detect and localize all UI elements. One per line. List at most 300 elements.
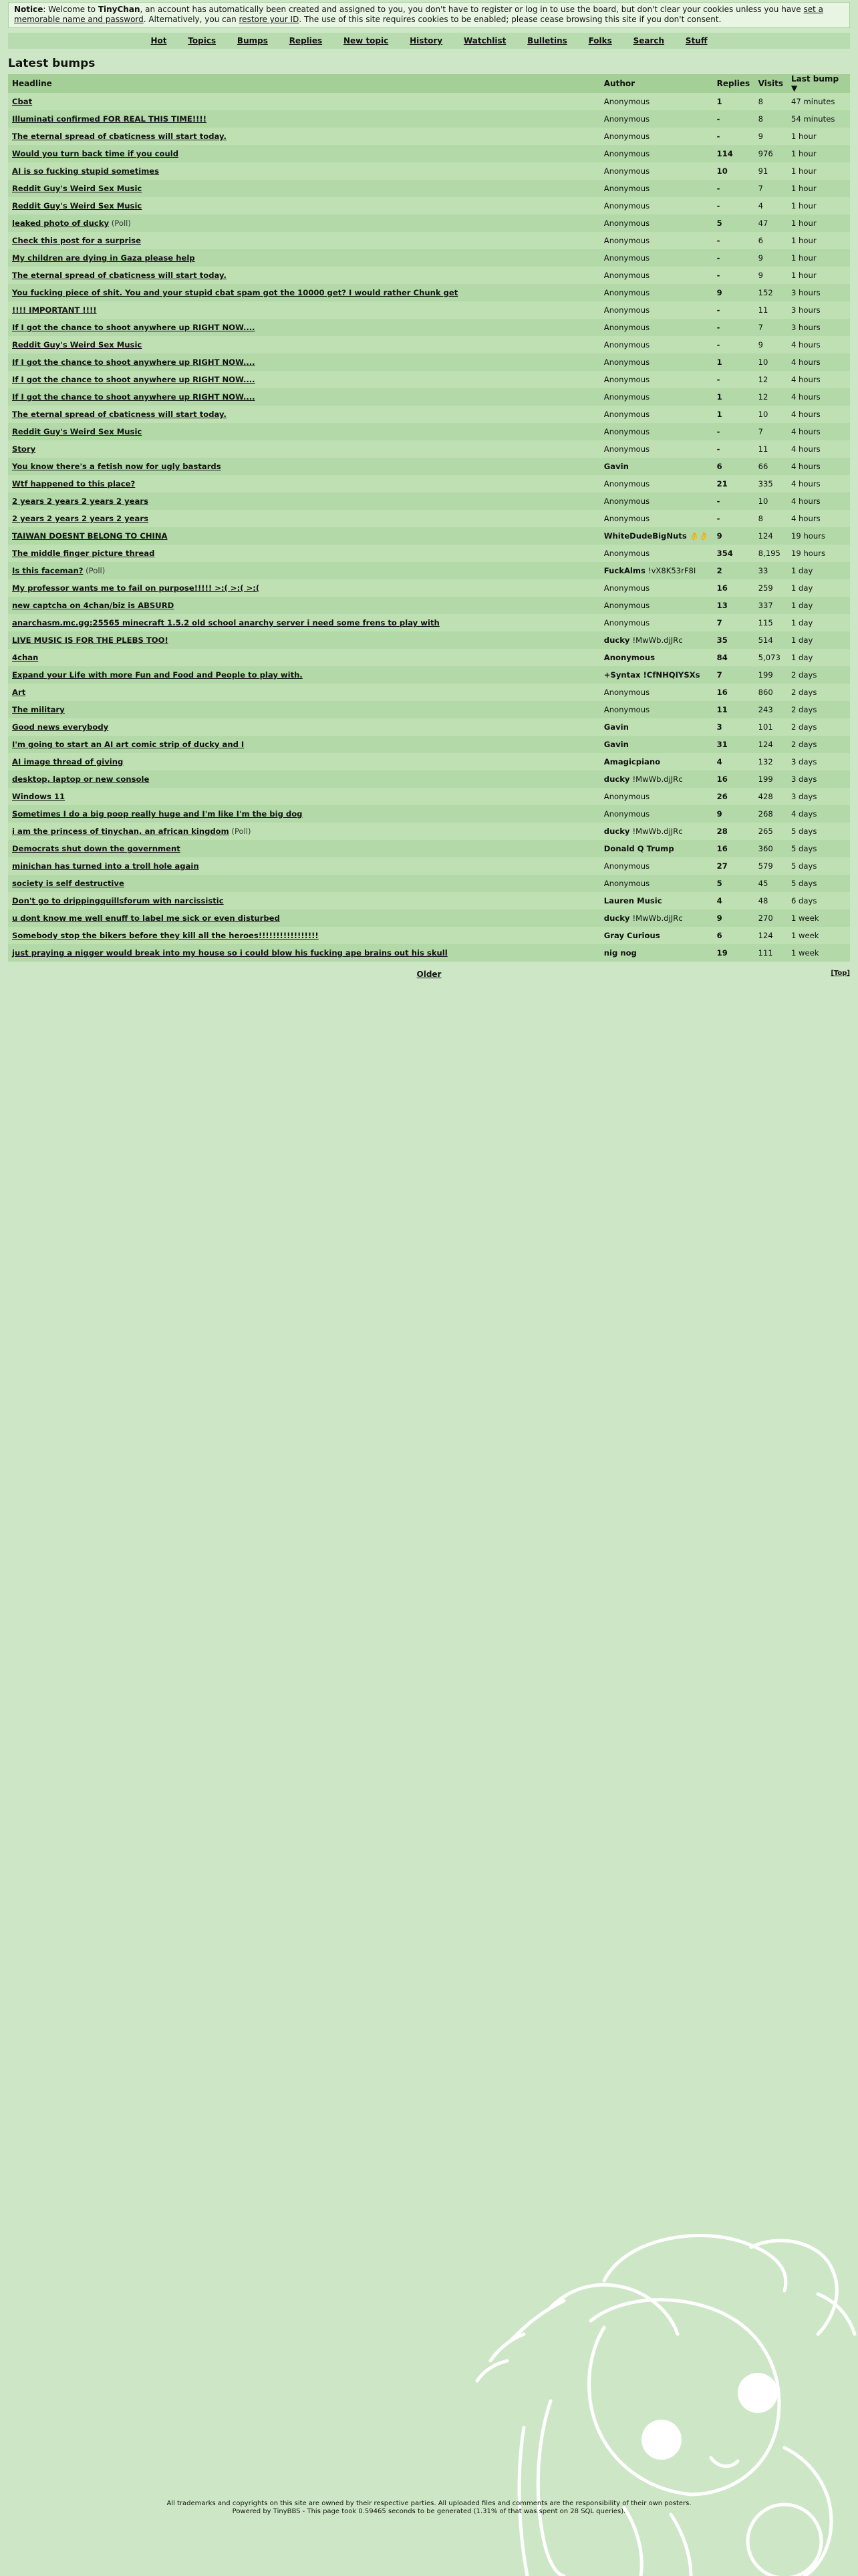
topic-link[interactable]: Reddit Guy's Weird Sex Music: [12, 427, 142, 436]
topic-link[interactable]: The eternal spread of cbaticness will start today.: [12, 132, 227, 141]
table-row: [8, 770, 850, 788]
visits-cell: 243: [754, 701, 787, 718]
author-cell: [600, 562, 713, 579]
headline-cell: [8, 458, 600, 475]
nav-watchlist[interactable]: Watchlist: [463, 36, 507, 45]
replies-cell: 6: [713, 458, 754, 475]
replies-cell: 4: [713, 892, 754, 909]
author-cell: [600, 406, 713, 423]
headline-cell: [8, 770, 600, 788]
col-visits[interactable]: Visits: [754, 74, 787, 93]
visits-cell: 270: [754, 909, 787, 927]
author-cell: [600, 597, 713, 614]
visits-cell: 111: [754, 944, 787, 962]
topic-link[interactable]: !!!! IMPORTANT !!!!: [12, 305, 97, 315]
author-cell: [600, 458, 713, 475]
topic-link[interactable]: Reddit Guy's Weird Sex Music: [12, 340, 142, 349]
table-row: [8, 180, 850, 197]
col-author[interactable]: Author: [600, 74, 713, 93]
author-name: Anonymous: [603, 496, 650, 506]
nav-folks[interactable]: Folks: [588, 36, 612, 45]
author-name: Anonymous: [603, 184, 650, 193]
notice-text-3: . Alternatively, you can: [143, 15, 239, 24]
table-row: [8, 545, 850, 562]
author-cell: [600, 492, 713, 510]
table-row: [8, 128, 850, 145]
headline-cell: [8, 562, 600, 579]
topic-link[interactable]: Would you turn back time if you could: [12, 149, 178, 158]
visits-cell: 10: [754, 492, 787, 510]
replies-cell: 3: [713, 718, 754, 736]
headline-cell: [8, 857, 600, 875]
last-bump-cell: 4 hours: [787, 510, 850, 527]
table-row: [8, 927, 850, 944]
table-row: [8, 823, 850, 840]
visits-cell: 7: [754, 423, 787, 440]
visits-cell: 48: [754, 892, 787, 909]
notice-text-1: : Welcome to: [43, 5, 98, 14]
author-cell: [600, 718, 713, 736]
replies-cell: 114: [713, 145, 754, 162]
topic-link[interactable]: anarchasm.mc.gg:25565 minecraft 1.5.2 old school anarchy server i need some frens to play with: [12, 618, 440, 627]
author-cell: [600, 128, 713, 145]
replies-cell: 9: [713, 909, 754, 927]
set-password-link[interactable]: set a memorable name and password: [14, 5, 823, 24]
replies-cell: 13: [713, 597, 754, 614]
table-row: [8, 718, 850, 736]
replies-cell: 21: [713, 475, 754, 492]
table-row: [8, 267, 850, 284]
author-name: Anonymous: [603, 357, 650, 367]
last-bump-cell: 47 minutes: [787, 93, 850, 110]
author-tripcode: !MwWb.djJRc: [632, 635, 683, 645]
visits-cell: 360: [754, 840, 787, 857]
topic-link[interactable]: leaked photo of ducky: [12, 219, 110, 228]
author-name: Anonymous: [603, 688, 650, 697]
topic-link[interactable]: desktop, laptop or new console: [12, 774, 150, 784]
author-cell: [600, 232, 713, 249]
author-cell: [600, 909, 713, 927]
topic-link[interactable]: new captcha on 4chan/biz is ABSURD: [12, 601, 174, 610]
topic-link[interactable]: 2 years 2 years 2 years 2 years: [12, 514, 148, 523]
author-cell: [600, 684, 713, 701]
author-name: Anonymous: [603, 705, 650, 714]
topic-link[interactable]: Democrats shut down the government: [12, 844, 180, 853]
topic-link[interactable]: AI is so fucking stupid sometimes: [12, 166, 160, 176]
headline-cell: [8, 267, 600, 284]
author-name: Anonymous: [603, 879, 650, 888]
topic-link[interactable]: Good news everybody: [12, 722, 109, 732]
last-bump-cell: 1 hour: [787, 128, 850, 145]
table-row: [8, 944, 850, 962]
topic-link[interactable]: The eternal spread of cbaticness will start today.: [12, 271, 227, 280]
author-name: Anonymous: [603, 444, 650, 454]
replies-cell: 1: [713, 388, 754, 406]
visits-cell: 199: [754, 770, 787, 788]
last-bump-cell: 5 days: [787, 875, 850, 892]
headline-cell: [8, 214, 600, 232]
table-row: [8, 840, 850, 857]
headline-cell: [8, 718, 600, 736]
nav-bumps[interactable]: Bumps: [237, 36, 268, 45]
author-tripcode: !vX8K53rF8I: [648, 566, 696, 575]
headline-cell: [8, 249, 600, 267]
headline-cell: [8, 736, 600, 753]
author-name: Anonymous: [603, 288, 650, 297]
author-cell: [600, 753, 713, 770]
visits-cell: 12: [754, 388, 787, 406]
topic-link[interactable]: minichan has turned into a troll hole again: [12, 861, 199, 871]
table-row: [8, 249, 850, 267]
restore-id-link[interactable]: restore your ID: [239, 15, 299, 24]
visits-cell: 9: [754, 336, 787, 353]
author-name: Anonymous: [603, 340, 650, 349]
last-bump-cell: 1 day: [787, 579, 850, 597]
table-row: [8, 701, 850, 718]
table-row: [8, 492, 850, 510]
author-name: FuckAlms: [603, 566, 646, 575]
nav-replies[interactable]: Replies: [289, 36, 323, 45]
last-bump-cell: 1 day: [787, 649, 850, 666]
col-headline[interactable]: Headline: [8, 74, 600, 93]
author-name: Anonymous: [603, 97, 650, 106]
topic-link[interactable]: Sometimes I do a big poop really huge and I'm like I'm the big dog: [12, 809, 303, 819]
headline-cell: [8, 197, 600, 214]
nav-hot[interactable]: Hot: [150, 36, 167, 45]
last-bump-cell: 4 days: [787, 805, 850, 823]
replies-cell: -: [713, 336, 754, 353]
headline-cell: [8, 805, 600, 823]
last-bump-cell: 4 hours: [787, 371, 850, 388]
author-name: Anonymous: [603, 271, 650, 280]
last-bump-cell: 1 hour: [787, 180, 850, 197]
topic-link[interactable]: The middle finger picture thread: [12, 549, 155, 558]
last-bump-cell: 1 hour: [787, 249, 850, 267]
topic-link[interactable]: Somebody stop the bikers before they kill all the heroes!!!!!!!!!!!!!!!!!: [12, 931, 319, 940]
col-replies[interactable]: Replies: [713, 74, 754, 93]
footer-copyright: All trademarks and copyrights on this site are owned by their respective parties. All uploaded files and comments are the responsibility of their own posters.: [166, 2500, 692, 2507]
last-bump-cell: 54 minutes: [787, 110, 850, 128]
last-bump-cell: 1 week: [787, 909, 850, 927]
top-link[interactable]: [Top]: [831, 970, 850, 977]
author-cell: [600, 875, 713, 892]
table-row: [8, 892, 850, 909]
topic-link[interactable]: If I got the chance to shoot anywhere up RIGHT NOW....: [12, 323, 255, 332]
headline-cell: [8, 579, 600, 597]
author-name: Anonymous: [603, 601, 650, 610]
replies-cell: -: [713, 440, 754, 458]
nav-topics[interactable]: Topics: [188, 36, 217, 45]
author-cell: [600, 649, 713, 666]
pagination: [8, 970, 850, 982]
topic-link[interactable]: Expand your Life with more Fun and Food and People to play with.: [12, 670, 303, 680]
last-bump-cell: 5 days: [787, 840, 850, 857]
nav-stuff[interactable]: Stuff: [685, 36, 708, 45]
nav-history[interactable]: History: [410, 36, 443, 45]
last-bump-cell: 1 day: [787, 631, 850, 649]
replies-cell: 16: [713, 684, 754, 701]
author-cell: [600, 614, 713, 631]
last-bump-cell: 1 hour: [787, 197, 850, 214]
last-bump-cell: 1 day: [787, 562, 850, 579]
topic-link[interactable]: AI image thread of giving: [12, 757, 124, 766]
table-row: [8, 93, 850, 110]
visits-cell: 132: [754, 753, 787, 770]
author-cell: [600, 180, 713, 197]
author-cell: [600, 631, 713, 649]
topic-link[interactable]: Reddit Guy's Weird Sex Music: [12, 184, 142, 193]
table-row: [8, 197, 850, 214]
last-bump-cell: 3 days: [787, 770, 850, 788]
table-row: [8, 631, 850, 649]
topic-link[interactable]: Don't go to drippingquillsforum with narcissistic: [12, 896, 224, 905]
headline-cell: [8, 823, 600, 840]
last-bump-cell: 3 days: [787, 788, 850, 805]
topic-link[interactable]: just praying a nigger would break into my house so i could blow his fucking ape brains out his skull: [12, 948, 448, 958]
author-cell: [600, 423, 713, 440]
author-name: Anonymous: [603, 861, 650, 871]
topic-link[interactable]: You fucking piece of shit. You and your stupid cbat spam got the 10000 get? I would rather Chunk get: [12, 288, 458, 297]
footer-generation-info: Powered by TinyBBS - This page took 0.59465 seconds to be generated (1.31% of that was spent on 28 SQL queries).: [232, 2508, 626, 2515]
author-name: Gavin: [603, 722, 629, 732]
author-cell: [600, 440, 713, 458]
topic-link[interactable]: My professor wants me to fail on purpose!!!!! >:( >:( >:(: [12, 583, 260, 593]
author-cell: [600, 892, 713, 909]
table-row: [8, 666, 850, 684]
last-bump-cell: 2 days: [787, 718, 850, 736]
replies-cell: 11: [713, 701, 754, 718]
table-row: [8, 562, 850, 579]
author-cell: [600, 701, 713, 718]
replies-cell: 5: [713, 875, 754, 892]
author-cell: [600, 927, 713, 944]
headline-cell: [8, 649, 600, 666]
topic-link[interactable]: LIVE MUSIC IS FOR THE PLEBS TOO!: [12, 635, 168, 645]
topic-link[interactable]: If I got the chance to shoot anywhere up RIGHT NOW....: [12, 392, 255, 402]
replies-cell: 7: [713, 666, 754, 684]
table-row: [8, 788, 850, 805]
author-cell: [600, 545, 713, 562]
topic-link[interactable]: The military: [12, 705, 65, 714]
topic-link[interactable]: If I got the chance to shoot anywhere up RIGHT NOW....: [12, 357, 255, 367]
author-cell: [600, 579, 713, 597]
replies-cell: -: [713, 110, 754, 128]
visits-cell: 7: [754, 180, 787, 197]
author-name: Anonymous: [603, 201, 650, 210]
author-tripcode: 👌👌: [689, 531, 709, 541]
main-navigation: [8, 33, 850, 49]
headline-cell: [8, 631, 600, 649]
topic-link[interactable]: Art: [12, 688, 26, 697]
visits-cell: 8,195: [754, 545, 787, 562]
author-name: Anonymous: [603, 618, 650, 627]
table-body: [8, 93, 850, 962]
headline-cell: [8, 597, 600, 614]
table-row: [8, 440, 850, 458]
topic-link[interactable]: If I got the chance to shoot anywhere up RIGHT NOW....: [12, 375, 255, 384]
table-row: [8, 579, 850, 597]
author-name: Amagicpiano: [603, 757, 661, 766]
visits-cell: 259: [754, 579, 787, 597]
older-link[interactable]: Older: [416, 970, 442, 979]
replies-cell: 26: [713, 788, 754, 805]
author-name: Anonymous: [603, 653, 655, 662]
visits-cell: 101: [754, 718, 787, 736]
author-cell: [600, 823, 713, 840]
headline-cell: [8, 284, 600, 301]
visits-cell: 10: [754, 406, 787, 423]
nav-bulletins[interactable]: Bulletins: [527, 36, 567, 45]
headline-cell: [8, 110, 600, 128]
nav-search[interactable]: Search: [633, 36, 665, 45]
table-row: [8, 162, 850, 180]
topic-link[interactable]: Cbat: [12, 97, 33, 106]
topic-link[interactable]: Reddit Guy's Weird Sex Music: [12, 201, 142, 210]
author-name: Anonymous: [603, 427, 650, 436]
visits-cell: 5,073: [754, 649, 787, 666]
last-bump-cell: 4 hours: [787, 336, 850, 353]
author-name: Anonymous: [603, 410, 650, 419]
visits-cell: 860: [754, 684, 787, 701]
author-tripcode: !MwWb.djJRc: [632, 913, 683, 923]
table-row: [8, 875, 850, 892]
last-bump-cell: 1 day: [787, 614, 850, 631]
headline-cell: [8, 927, 600, 944]
topic-link[interactable]: Story: [12, 444, 36, 454]
visits-cell: 9: [754, 128, 787, 145]
replies-cell: 5: [713, 214, 754, 232]
topic-link[interactable]: Windows 11: [12, 792, 65, 801]
author-name: Anonymous: [603, 149, 650, 158]
last-bump-cell: 2 days: [787, 666, 850, 684]
bumps-table: [8, 74, 850, 962]
author-cell: [600, 788, 713, 805]
replies-cell: 9: [713, 284, 754, 301]
topic-link[interactable]: I'm going to start an AI art comic strip of ducky and I: [12, 740, 245, 749]
replies-cell: 1: [713, 353, 754, 371]
headline-cell: [8, 93, 600, 110]
visits-cell: 124: [754, 736, 787, 753]
table-row: [8, 649, 850, 666]
last-bump-cell: 2 days: [787, 684, 850, 701]
replies-cell: -: [713, 249, 754, 267]
last-bump-cell: 3 days: [787, 753, 850, 770]
replies-cell: 2: [713, 562, 754, 579]
author-name: Gavin: [603, 740, 629, 749]
table-row: [8, 232, 850, 249]
replies-cell: -: [713, 371, 754, 388]
visits-cell: 8: [754, 93, 787, 110]
topic-link[interactable]: 4chan: [12, 653, 39, 662]
last-bump-cell: 3 hours: [787, 301, 850, 319]
author-cell: [600, 857, 713, 875]
table-row: [8, 353, 850, 371]
visits-cell: 91: [754, 162, 787, 180]
visits-cell: 8: [754, 510, 787, 527]
nav-new-topic[interactable]: New topic: [343, 36, 389, 45]
visits-cell: 124: [754, 527, 787, 545]
author-cell: [600, 736, 713, 753]
headline-cell: [8, 301, 600, 319]
table-row: [8, 597, 850, 614]
last-bump-cell: 1 hour: [787, 162, 850, 180]
last-bump-cell: 19 hours: [787, 527, 850, 545]
author-name: ducky: [603, 774, 630, 784]
topic-link[interactable]: u dont know me well enuff to label me sick or even disturbed: [12, 913, 280, 923]
author-cell: [600, 249, 713, 267]
topic-link[interactable]: TAIWAN DOESNT BELONG TO CHINA: [12, 531, 168, 541]
headline-cell: [8, 892, 600, 909]
visits-cell: 579: [754, 857, 787, 875]
notice-text-4: . The use of this site requires cookies to be enabled; please cease browsing this site if you don't consent.: [299, 15, 722, 24]
author-cell: [600, 336, 713, 353]
author-name: Anonymous: [603, 323, 650, 332]
last-bump-cell: 1 hour: [787, 267, 850, 284]
headline-cell: [8, 510, 600, 527]
poll-tag: (Poll): [86, 566, 106, 575]
headline-cell: [8, 944, 600, 962]
last-bump-cell: 1 hour: [787, 232, 850, 249]
topic-link[interactable]: Check this post for a surprise: [12, 236, 141, 245]
headline-cell: [8, 545, 600, 562]
replies-cell: -: [713, 319, 754, 336]
headline-cell: [8, 492, 600, 510]
topic-link[interactable]: 2 years 2 years 2 years 2 years: [12, 496, 148, 506]
headline-cell: [8, 666, 600, 684]
headline-cell: [8, 840, 600, 857]
author-name: Anonymous: [603, 514, 650, 523]
topic-link[interactable]: Illuminati confirmed FOR REAL THIS TIME!!!!: [12, 114, 207, 124]
replies-cell: -: [713, 128, 754, 145]
author-cell: [600, 93, 713, 110]
author-cell: [600, 353, 713, 371]
topic-link[interactable]: society is self destructive: [12, 879, 124, 888]
table-row: [8, 527, 850, 545]
visits-cell: 33: [754, 562, 787, 579]
topic-link[interactable]: i am the princess of tinychan, an african kingdom: [12, 827, 229, 836]
table-row: [8, 857, 850, 875]
headline-cell: [8, 614, 600, 631]
visits-cell: 152: [754, 284, 787, 301]
last-bump-cell: 1 hour: [787, 214, 850, 232]
topic-link[interactable]: Is this faceman?: [12, 566, 84, 575]
author-cell: [600, 162, 713, 180]
author-cell: [600, 301, 713, 319]
replies-cell: 16: [713, 579, 754, 597]
table-row: [8, 388, 850, 406]
replies-cell: 16: [713, 840, 754, 857]
topic-link[interactable]: My children are dying in Gaza please help: [12, 253, 195, 263]
headline-cell: [8, 353, 600, 371]
visits-cell: 6: [754, 232, 787, 249]
visits-cell: 11: [754, 440, 787, 458]
replies-cell: -: [713, 180, 754, 197]
replies-cell: 16: [713, 770, 754, 788]
author-cell: [600, 944, 713, 962]
col-last-bump[interactable]: Last bump ▼: [787, 74, 850, 93]
topic-link[interactable]: You know there's a fetish now for ugly bastards: [12, 462, 221, 471]
visits-cell: 7: [754, 319, 787, 336]
mascot-line-art: [470, 2227, 858, 2576]
topic-link[interactable]: Wtf happened to this place?: [12, 479, 136, 488]
last-bump-cell: 4 hours: [787, 492, 850, 510]
topic-link[interactable]: The eternal spread of cbaticness will start today.: [12, 410, 227, 419]
visits-cell: 337: [754, 597, 787, 614]
last-bump-cell: 6 days: [787, 892, 850, 909]
author-name: Anonymous: [603, 132, 650, 141]
last-bump-cell: 4 hours: [787, 423, 850, 440]
author-cell: [600, 805, 713, 823]
